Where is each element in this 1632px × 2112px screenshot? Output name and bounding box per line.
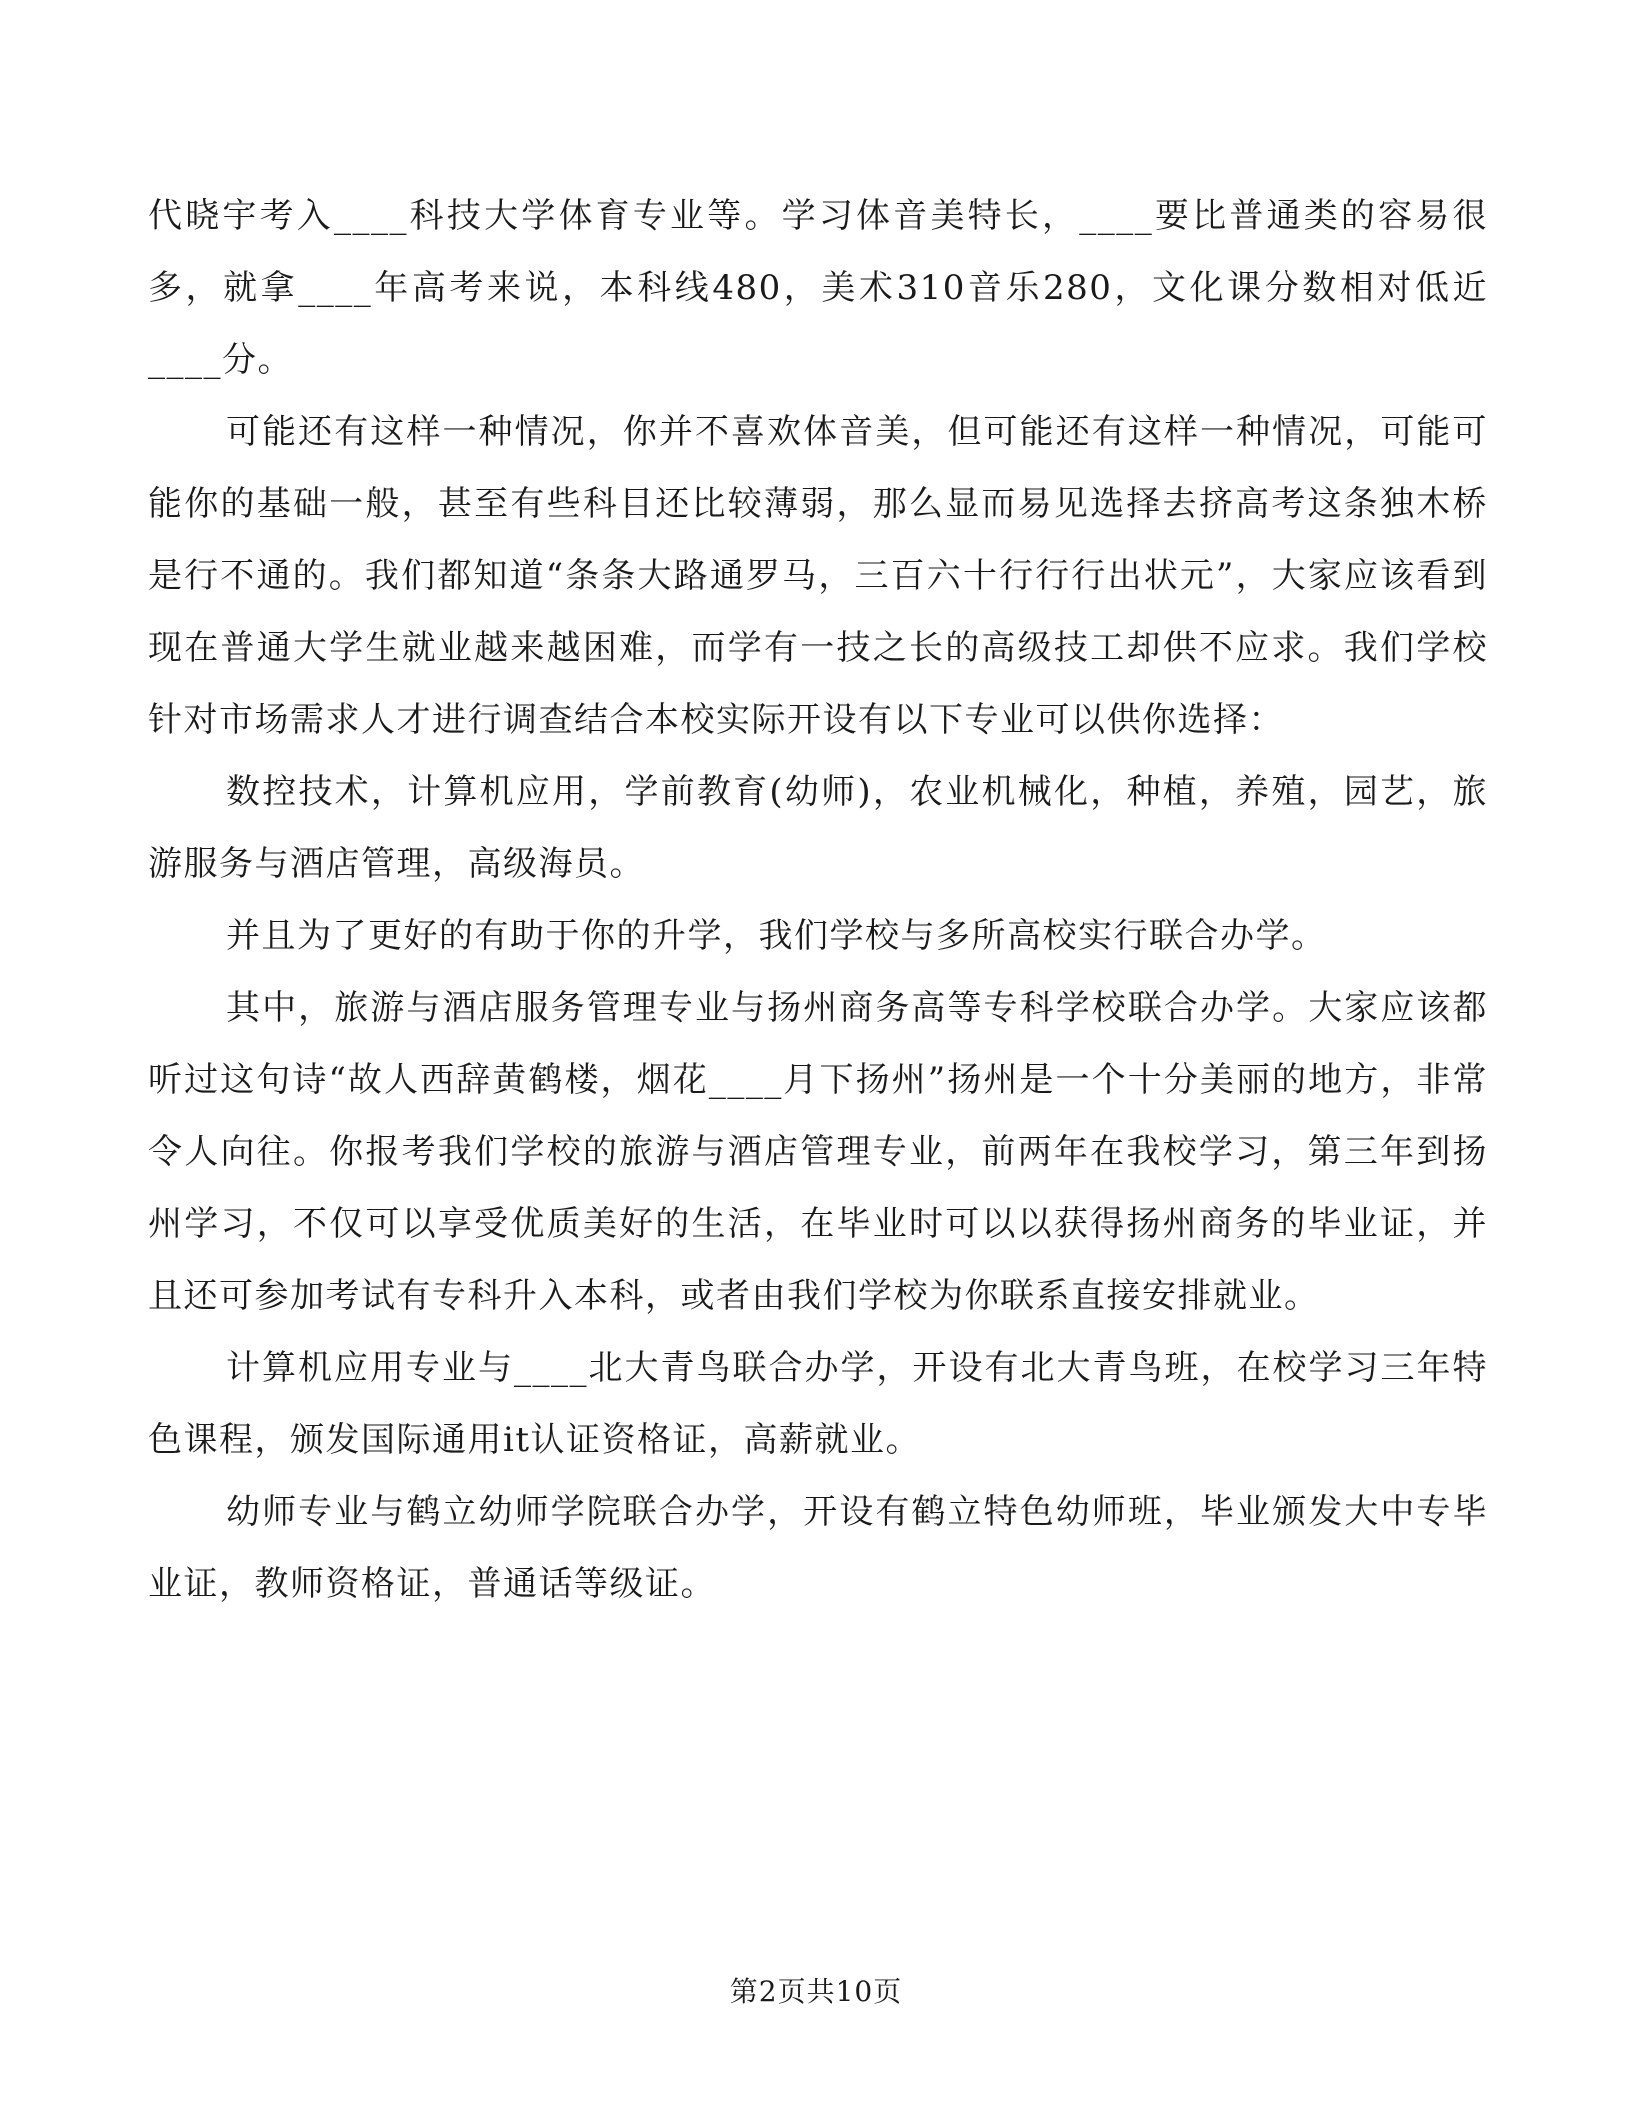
paragraph-preschool-major: 幼师专业与鹤立幼师学院联合办学，开设有鹤立特色幼师班，毕业颁发大中专毕业证，教师资格证，普通话等级证。 [148, 1492, 1488, 1604]
paragraph-tourism-major: 其中，旅游与酒店服务管理专业与扬州商务高等专科学校联合办学。大家应该都听过这句诗“故人西辞黄鹤楼，烟花____月下扬州”扬州是一个十分美丽的地方，非常令人向往。你报考我们学校的旅游与酒店管理专业，前两年在我校学习，第三年到扬州学习，不仅可以享受优质美好的生活，在毕业时可以以获得扬州商务的毕业证，并且还可参加考试有专科升入本科，或者由我们学校为你联系直接安排就业。 [148, 988, 1488, 1316]
paragraph-computer-major: 计算机应用专业与____北大青鸟联合办学，开设有北大青鸟班，在校学习三年特色课程，颁发国际通用it认证资格证，高薪就业。 [148, 1348, 1488, 1460]
document-body [148, 180, 1488, 1620]
page-number: 第2页共10页 [729, 1975, 903, 2008]
paragraph-continuation: 代晓宇考入____科技大学体育专业等。学习体音美特长，____要比普通类的容易很多，就拿____年高考来说，本科线480，美术310音乐280，文化课分数相对低近____分。 [148, 196, 1488, 380]
paragraph-joint-schooling: 并且为了更好的有助于你的升学，我们学校与多所高校实行联合办学。 [226, 916, 1327, 956]
paragraph-majors-list: 数控技术，计算机应用，学前教育(幼师)，农业机械化，种植，养殖，园艺，旅游服务与酒店管理，高级海员。 [148, 772, 1488, 884]
paragraph-situation: 可能还有这样一种情况，你并不喜欢体音美，但可能还有这样一种情况，可能可能你的基础一般，甚至有些科目还比较薄弱，那么显而易见选择去挤高考这条独木桥是行不通的。我们都知道“条条大路通罗马，三百六十行行行出状元”，大家应该看到现在普通大学生就业越来越困难，而学有一技之长的高级技工却供不应求。我们学校针对市场需求人才进行调查结合本校实际开设有以下专业可以供你选择： [148, 412, 1488, 740]
